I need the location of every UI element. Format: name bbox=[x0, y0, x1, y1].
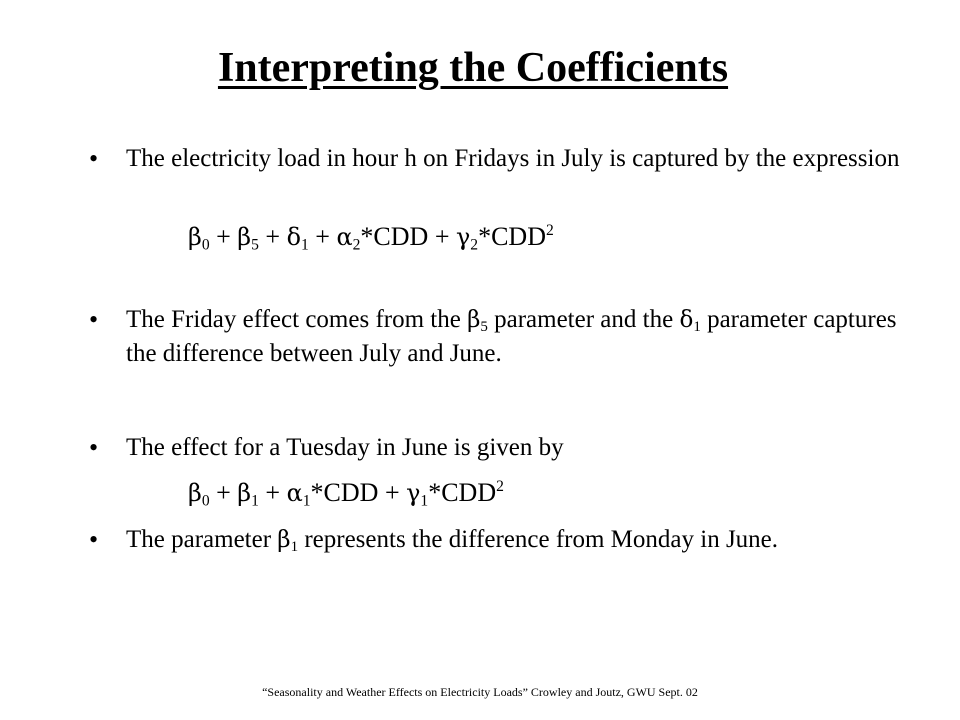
bullet-marker: • bbox=[89, 144, 99, 173]
superscript: 2 bbox=[546, 221, 554, 239]
paragraph-text: The electricity load in hour h on Fridays in July is captured by the expression bbox=[126, 145, 900, 172]
paragraph-text: The effect for a Tuesday in June is given by bbox=[126, 434, 564, 461]
beta-symbol: β bbox=[188, 479, 202, 507]
superscript: 2 bbox=[496, 477, 504, 495]
paragraph-text-pre: The parameter bbox=[126, 526, 278, 553]
paragraph-text-pre: The Friday effect comes from the bbox=[126, 306, 468, 333]
bullet-paragraph-1 bbox=[89, 142, 906, 175]
delta-symbol: δ bbox=[286, 223, 301, 251]
beta-symbol: β bbox=[277, 527, 291, 553]
cdd-term: *CDD bbox=[428, 478, 497, 507]
subscript: 5 bbox=[251, 236, 259, 254]
subscript: 1 bbox=[420, 492, 429, 510]
gamma-symbol: γ bbox=[406, 479, 421, 507]
paragraph-text-post: represents the difference from Monday in June. bbox=[298, 526, 779, 553]
subscript: 5 bbox=[480, 319, 488, 336]
delta-symbol: δ bbox=[679, 307, 694, 333]
cdd-term: *CDD bbox=[360, 222, 429, 251]
formula-july-friday bbox=[188, 222, 554, 252]
subscript: 2 bbox=[352, 236, 361, 254]
beta-symbol: β bbox=[467, 307, 481, 333]
plus-operator: + bbox=[258, 222, 287, 251]
paragraph-text-mid: parameter and the bbox=[487, 306, 680, 333]
subscript: 1 bbox=[251, 492, 259, 510]
alpha-symbol: α bbox=[286, 479, 303, 507]
bullet-paragraph-3 bbox=[89, 431, 906, 464]
subscript: 2 bbox=[470, 236, 479, 254]
footer-citation: “Seasonality and Weather Effects on Electricity Loads” Crowley and Joutz, GWU Sept. 02 bbox=[262, 685, 698, 699]
beta-symbol: β bbox=[237, 223, 252, 251]
bullet-paragraph-4 bbox=[89, 523, 906, 557]
subscript: 0 bbox=[201, 236, 210, 254]
subscript: 0 bbox=[201, 492, 210, 510]
plus-operator: + bbox=[258, 478, 287, 507]
slide-title: Interpreting the Coefficients bbox=[217, 45, 729, 91]
plus-operator: + bbox=[428, 222, 456, 251]
plus-operator: + bbox=[378, 478, 407, 507]
cdd-term: *CDD bbox=[310, 478, 379, 507]
bullet-marker: • bbox=[89, 433, 99, 462]
subscript: 1 bbox=[693, 319, 701, 336]
formula-june-tuesday bbox=[188, 478, 504, 508]
subscript: 1 bbox=[301, 236, 309, 254]
subscript: 1 bbox=[302, 492, 311, 510]
plus-operator: + bbox=[209, 222, 238, 251]
cdd-term: *CDD bbox=[478, 222, 546, 251]
alpha-symbol: α bbox=[336, 223, 353, 251]
bullet-marker: • bbox=[89, 305, 99, 334]
beta-symbol: β bbox=[188, 223, 202, 251]
gamma-symbol: γ bbox=[456, 223, 471, 251]
paragraph-text-post: parameter captures the difference between July and June. bbox=[126, 306, 897, 367]
plus-operator: + bbox=[308, 222, 337, 251]
bullet-marker: • bbox=[89, 525, 99, 554]
beta-symbol: β bbox=[237, 479, 252, 507]
subscript: 1 bbox=[290, 539, 299, 556]
plus-operator: + bbox=[209, 478, 238, 507]
bullet-paragraph-2 bbox=[89, 303, 906, 370]
